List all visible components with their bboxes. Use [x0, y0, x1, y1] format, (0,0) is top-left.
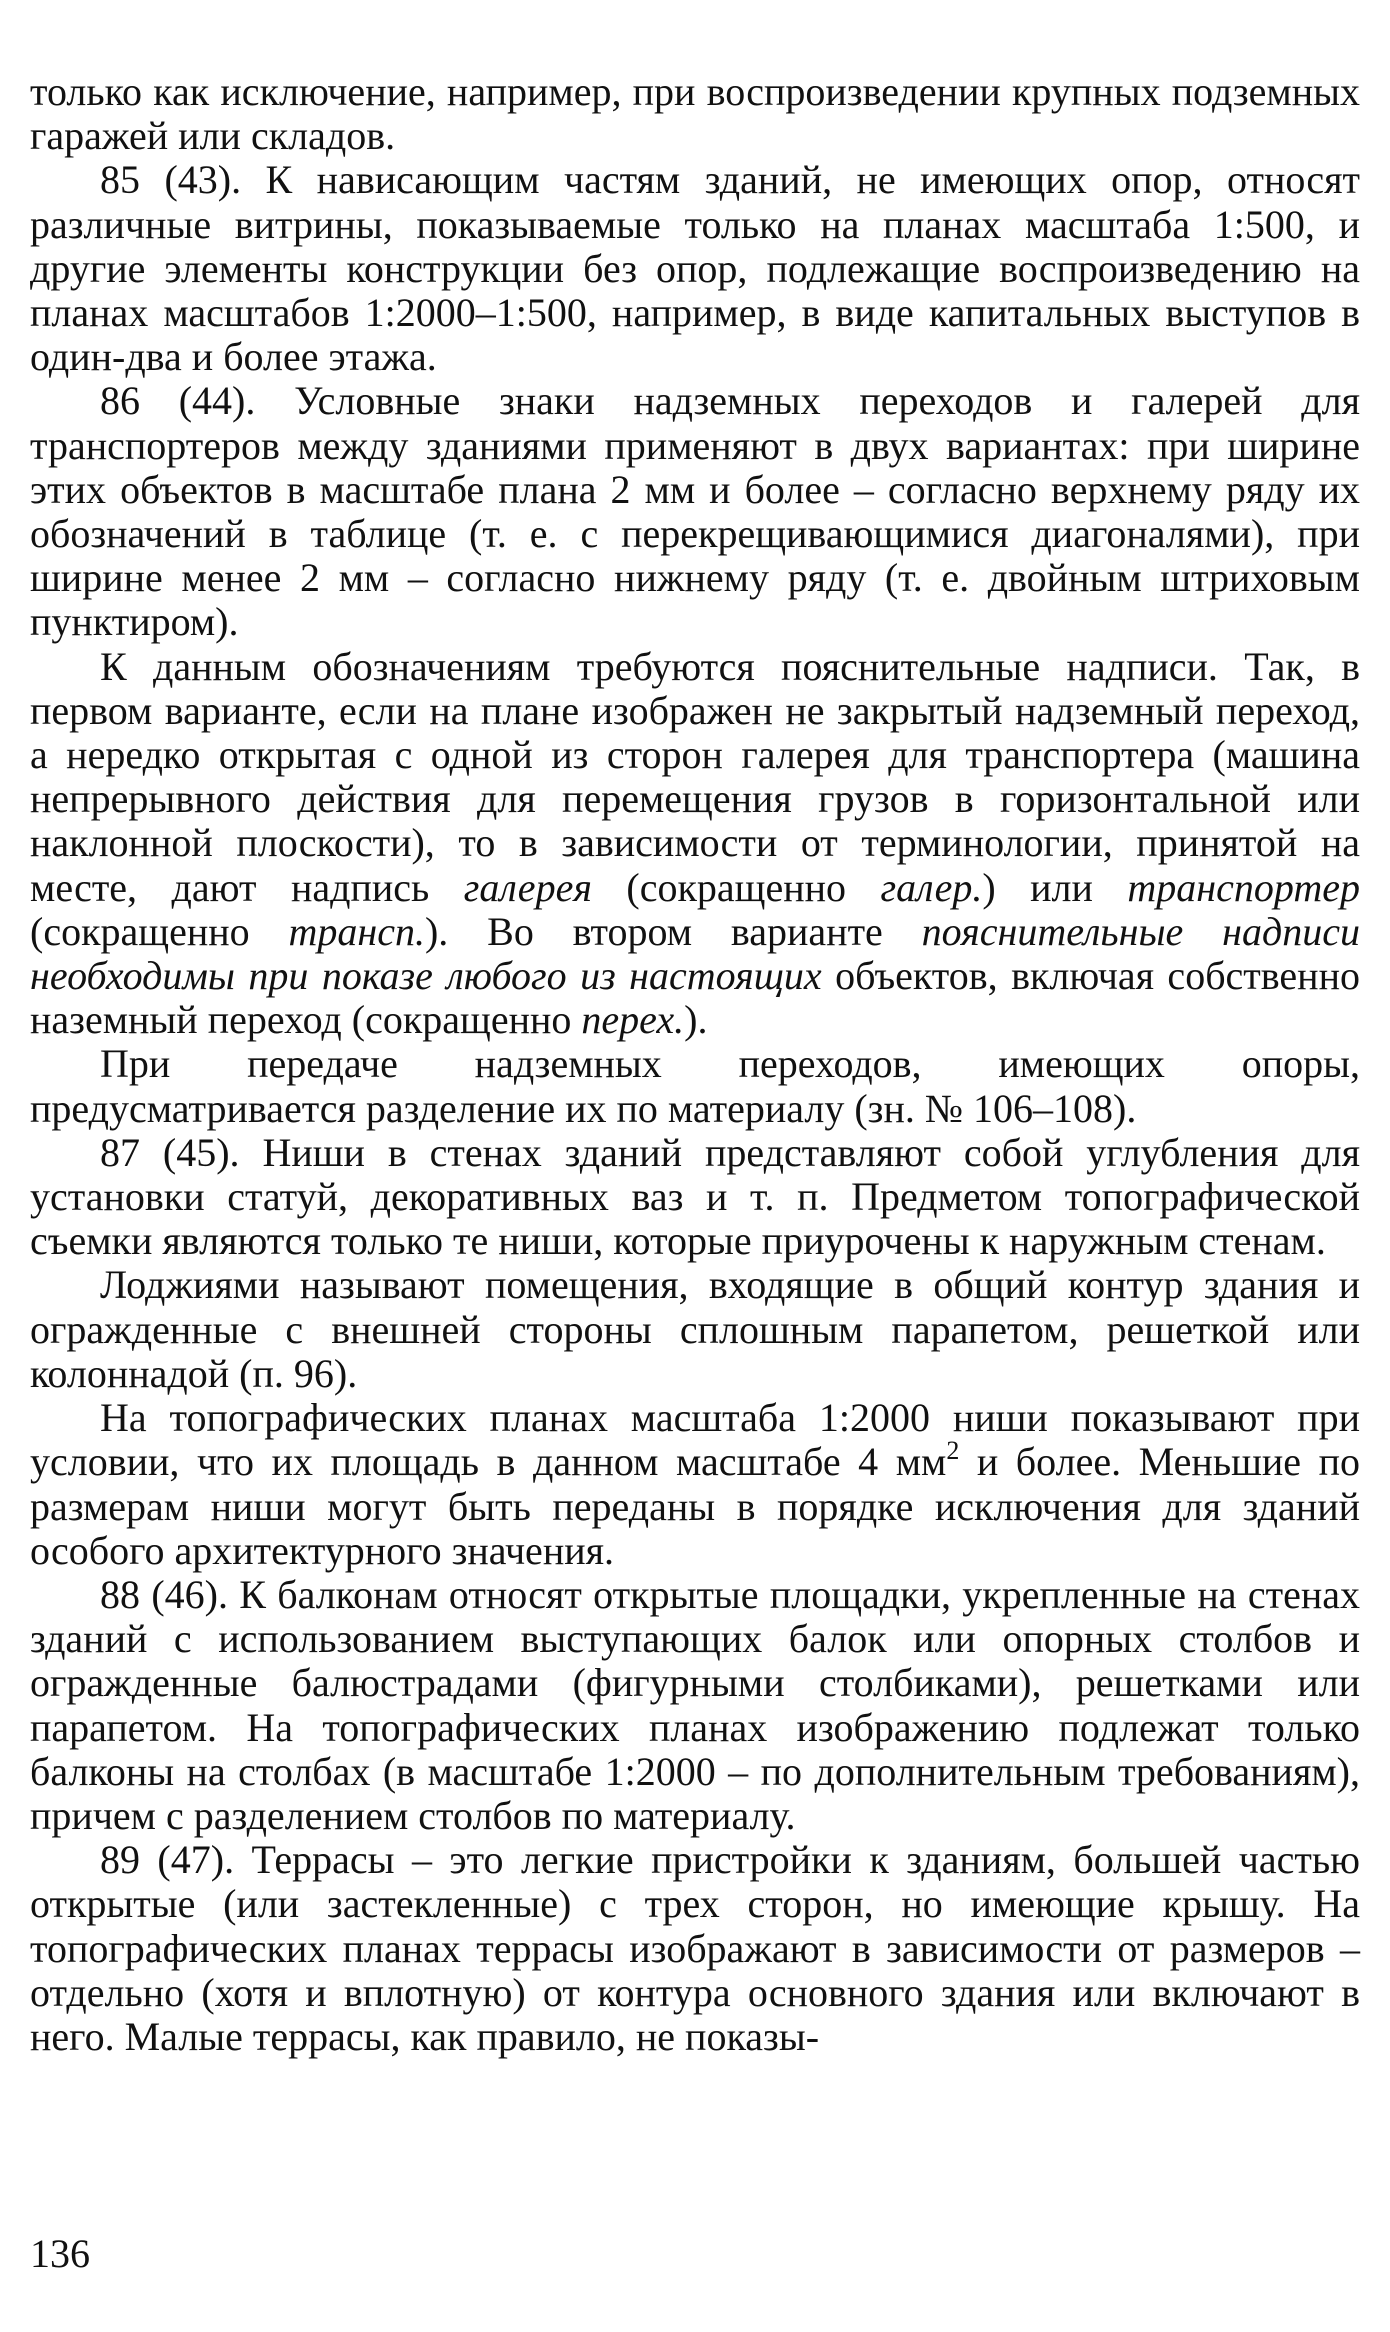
paragraph — [30, 158, 1360, 379]
text-segment: 87 (45). Ниши в стенах зданий представляют собой углубления для установки статуй, декоративных ваз и т. п. Предметом топографической съемки являются только те ниши, которые приурочены к наружным стенам. — [30, 1129, 1360, 1264]
italic-text: галерея — [463, 864, 592, 910]
text-segment: 86 (44). Условные знаки надземных переходов и галерей для транспортеров между зданиями применяют в двух вариантах: при ширине этих объектов в масштабе плана 2 мм и более – согласно верхнему ряду их обозначений в таблице (т. е. с перекрещивающимися диагоналями), при ширине менее 2 мм – согласно нижнему ряду (т. е. двойным штриховым пунктиром). — [30, 378, 1360, 645]
paragraph — [30, 1131, 1360, 1264]
page-body — [30, 70, 1360, 2059]
paragraph — [30, 1263, 1360, 1396]
text-segment: На топографических планах масштаба 1:2000 ниши показывают при условии, что их площадь в данном масштабе 4 мм — [30, 1395, 1360, 1485]
paragraph — [30, 1838, 1360, 2059]
page-number: 136 — [30, 2231, 90, 2276]
paragraph — [30, 1573, 1360, 1838]
paragraph — [30, 70, 1360, 158]
italic-text: галер. — [880, 864, 983, 910]
text-segment: ). — [684, 997, 708, 1043]
text-segment: Лоджиями называют помещения, входящие в общий контур здания и огражденные с внешней стороны сплошным парапетом, решеткой или колоннадой (п. 96). — [30, 1262, 1360, 1396]
paragraph — [30, 1396, 1360, 1573]
paragraph — [30, 379, 1360, 644]
italic-text: пояснительные надписи необходимы при показе любого из настоящих — [30, 908, 1360, 999]
text-segment: объектов, включая собственно наземный переход (сокращенно — [30, 953, 1360, 1043]
text-segment: ). Во втором варианте — [424, 908, 922, 954]
text-segment: При передаче надземных переходов, имеющих опоры, предусматривается разделение их по материалу (зн. № 106–108). — [30, 1041, 1360, 1131]
paragraph — [30, 1042, 1360, 1130]
text-segment: 85 (43). К нависающим частям зданий, не имеющих опор, относят различные витрины, показываемые только на планах масштаба 1:500, и другие элементы конструкции без опор, подлежащие воспроизведению на планах масштабов 1:2000–1:500, например, в виде капитальных выступов в один-два и более этажа. — [30, 157, 1360, 380]
text-segment: только как исключение, например, при воспроизведении крупных подземных гаражей или складов. — [30, 69, 1360, 159]
text-segment: К данным обозначениям требуются пояснительные надписи. Так, в первом варианте, если на плане изображен не закрытый надземный переход, а нередко открытая с одной из сторон галерея для транспортера (машина непрерывного действия для перемещения грузов в горизонтальной или наклонной плоскости), то в зависимости от терминологии, принятой на месте, дают надпись — [30, 643, 1360, 910]
text-segment: ) или — [982, 864, 1128, 910]
italic-text: перех. — [581, 997, 685, 1043]
italic-text: трансп. — [288, 908, 425, 954]
superscript: 2 — [946, 1436, 960, 1466]
italic-text: транспортер — [1127, 864, 1360, 910]
text-segment: 89 (47). Террасы – это легкие пристройки к зданиям, большей частью открытые (или застекленные) с трех сторон, но имеющие крышу. На топографических планах террасы изображают в зависимости от размеров – отдельно (хотя и вплотную) от контура основного здания или включают в него. Малые террасы, как правило, не показы- — [30, 1837, 1360, 2059]
text-segment: (сокращенно — [591, 864, 881, 910]
text-segment: (сокращенно — [30, 908, 289, 954]
text-segment: 88 (46). К балконам относят открытые площадки, укрепленные на стенах зданий с использованием выступающих балок или опорных столбов и огражденные балюстрадами (фигурными столбиками), решетками или парапетом. На топографических планах изображению подлежат только балконы на столбах (в масштабе 1:2000 – по дополнительным требованиям), причем с разделением столбов по материалу. — [30, 1571, 1360, 1838]
paragraph — [30, 645, 1360, 1043]
text-segment: и более. Меньшие по размерам ниши могут быть переданы в порядке исключения для зданий особого архитектурного значения. — [30, 1439, 1360, 1573]
